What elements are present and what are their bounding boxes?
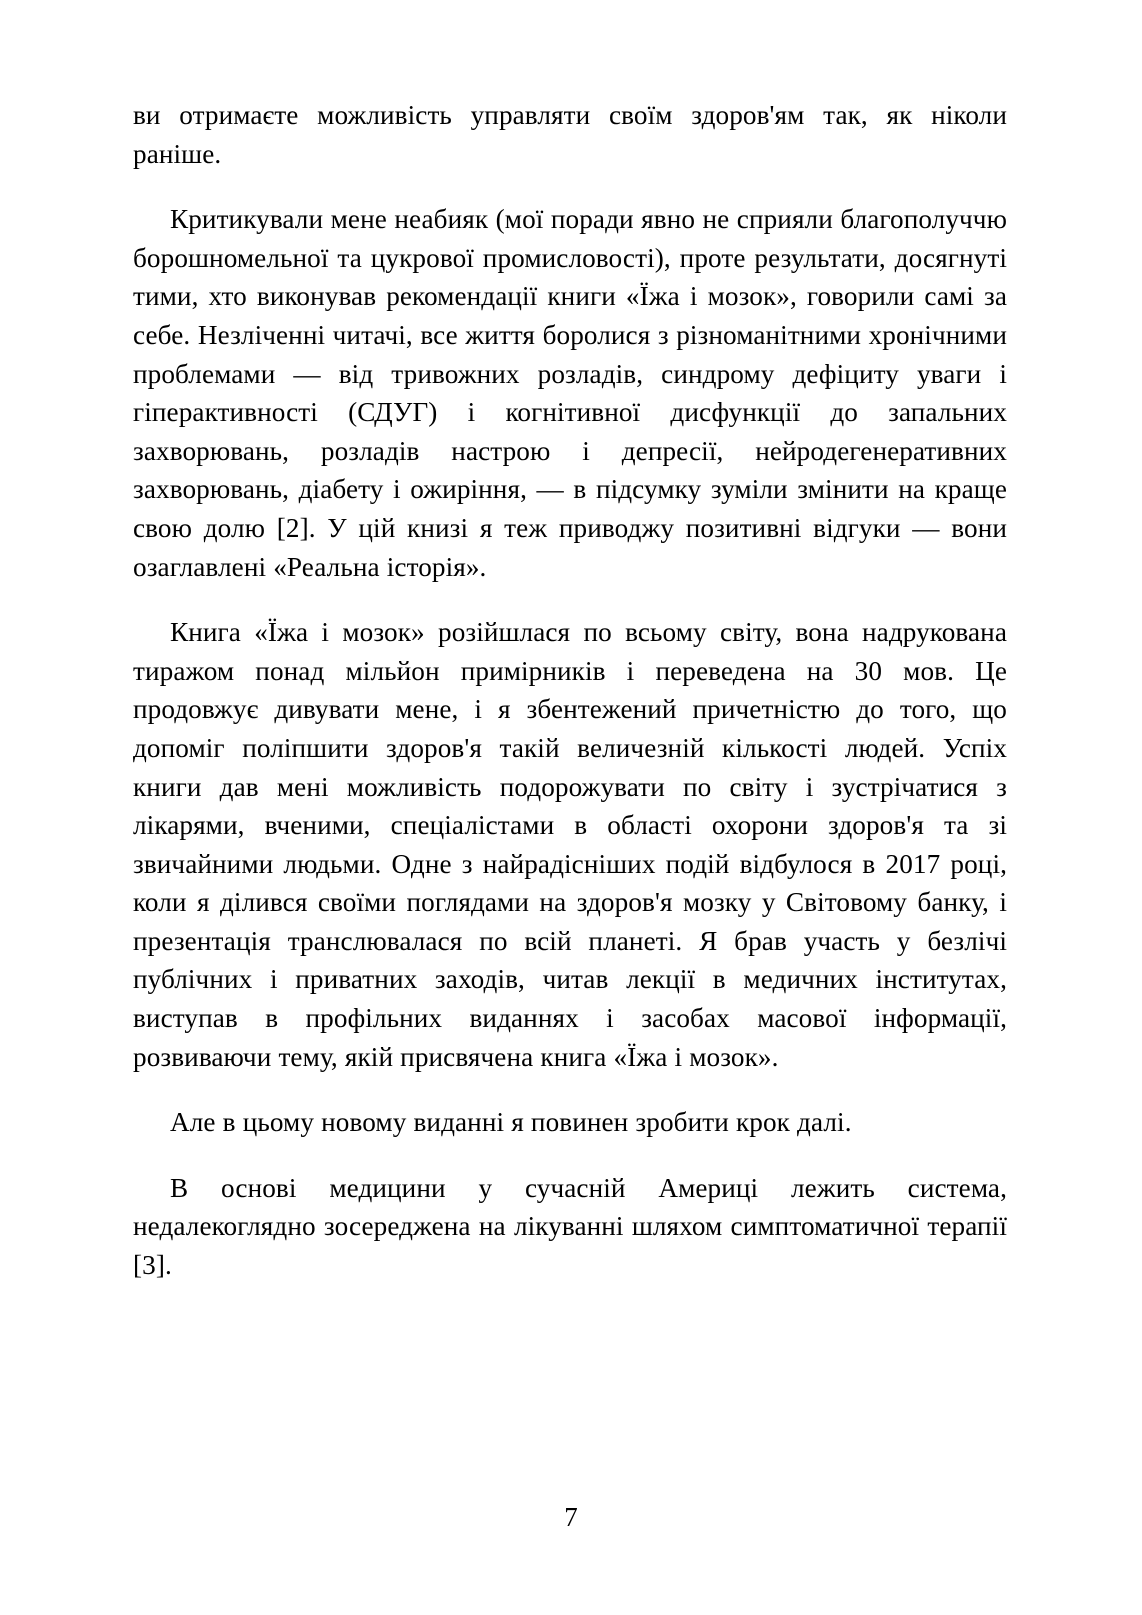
paragraph-criticism: Критикували мене неабияк (мої поради явно не сприяли благополуччю борошномельної та цукрової промисловості), проте результати, досягнуті тими, хто виконував рекомендації книги «Їжа і мозок», говорили самі за себе. Незліченні читачі, все життя боролися з різноманітними хронічними проблемами — від тривожних розладів, синдрому дефіциту уваги і гіперактивності (СДУГ) і когнітивної дисфункції до запальних захворювань, розладів настрою і депресії, нейродегенеративних захворювань, діабету і ожиріння, — в підсумку зуміли змінити на краще свою долю [2]. У цій книзі я теж приводжу позитивні відгуки — вони озаглавлені «Реальна історія». bbox=[133, 204, 1007, 582]
page-text-block bbox=[133, 96, 1007, 1285]
paragraph-continuation: ви отримаєте можливість управляти своїм здоров'ям так, як ніколи раніше. bbox=[133, 100, 1007, 169]
paragraph-medicine-system: В основі медицини у сучасній Америці лежить система, недалекоглядно зосереджена на лікуванні шляхом симптоматичної терапії [3]. bbox=[133, 1172, 1007, 1281]
paragraph-step-further: Але в цьому новому виданні я повинен зробити крок далі. bbox=[170, 1107, 852, 1138]
paragraph-book-success: Книга «Їжа і мозок» розійшлася по всьому світу, вона надрукована тиражом понад мільйон примірників і переведена на 30 мов. Це продовжує дивувати мене, і я збентежений причетністю до того, що допоміг поліпшити здоров'я такій величезній кількості людей. Успіх книги дав мені можливість подорожувати по світу і зустрічатися з лікарями, вченими, спеціалістами в області охорони здоров'я та зі звичайними людьми. Одне з найрадісніших подій відбулося в 2017 році, коли я ділився своїми поглядами на здоров'я мозку у Світовому банку, і презентація транслювалася по всій планеті. Я брав участь у безлічі публічних і приватних заходів, читав лекції в медичних інститутах, виступав в профільних виданнях і засобах масової інформації, розвиваючи тему, якій присвячена книга «Їжа і мозок». bbox=[133, 617, 1007, 1072]
page-number: 7 bbox=[564, 1502, 578, 1532]
